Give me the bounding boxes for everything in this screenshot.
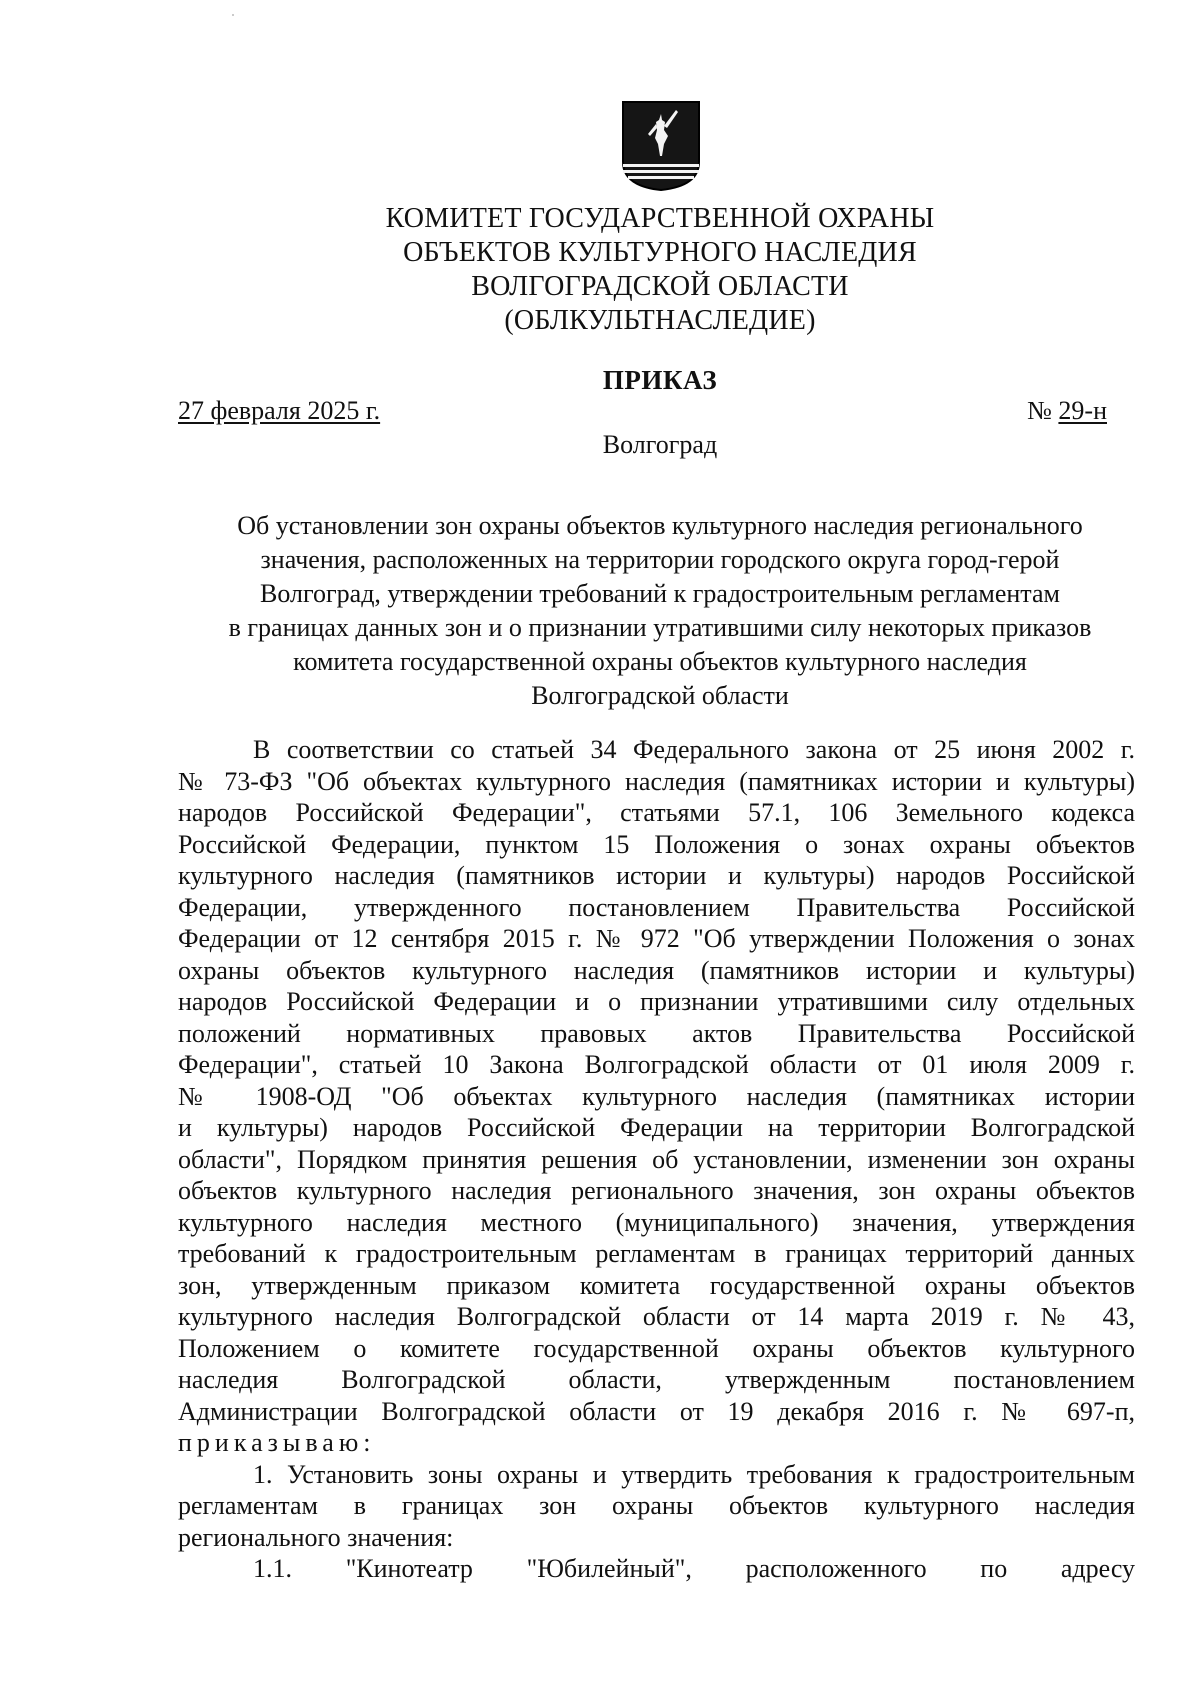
title-line: Волгоград, утверждении требований к градостроительным регламентам <box>260 579 1060 608</box>
body-line: № 73-ФЗ "Об объектах культурного наследия (памятниках истории и культуры) <box>178 766 1135 796</box>
body-line: положений нормативных правовых актов Правительства Российской <box>178 1018 1135 1048</box>
title-line: значения, расположенных на территории городского округа город-герой <box>260 545 1060 574</box>
scan-speck <box>232 14 234 16</box>
order-date: 27 февраля 2025 г. <box>178 396 381 425</box>
volgograd-coat-of-arms-icon <box>620 100 702 192</box>
order-city: Волгоград <box>602 430 718 459</box>
title-line: Волгоградской области <box>531 681 789 710</box>
body-line: Российской Федерации, пунктом 15 Положения о зонах охраны объектов <box>178 829 1135 859</box>
order-number-value: 29-н <box>1058 396 1107 425</box>
title-line: Об установлении зон охраны объектов культурного наследия регионального <box>237 511 1083 540</box>
body-line: народов Российской Федерации", статьями 57.1, 106 Земельного кодекса <box>178 798 1135 827</box>
directive-word: приказываю: <box>178 1428 376 1457</box>
body-line: культурного наследия (памятников истории и культуры) народов Российской <box>178 861 1135 890</box>
body-line: объектов культурного наследия регионального значения, зон охраны объектов <box>178 1176 1135 1205</box>
item-1-1-word: "Юбилейный", <box>526 1554 692 1583</box>
order-title <box>170 509 1150 713</box>
body-line: культурного наследия Волгоградской области от 14 марта 2019 г. № 43, <box>178 1302 1135 1331</box>
item-1-line: регламентам в границах зон охраны объектов культурного наследия <box>178 1491 1135 1520</box>
preamble-text <box>178 734 1135 1585</box>
body-line: наследия Волгоградской области, утвержденным постановлением <box>178 1365 1135 1394</box>
body-line: В соответствии со статьей 34 Федерального закона от 25 июня 2002 г. <box>253 735 1135 764</box>
body-line: народов Российской Федерации и о признании утратившими силу отдельных <box>178 987 1135 1016</box>
organization-name <box>200 202 1120 338</box>
body-line: зон, утвержденным приказом комитета государственной охраны объектов <box>178 1270 1135 1300</box>
item-1-1-word: "Кинотеатр <box>345 1554 473 1583</box>
order-number <box>1027 396 1107 426</box>
org-line: ВОЛГОГРАДСКОЙ ОБЛАСТИ <box>471 271 849 302</box>
body-line: Федерации от 12 сентября 2015 г. № 972 "Об утверждении Положения о зонах <box>178 924 1135 953</box>
org-line: (ОБЛКУЛЬТНАСЛЕДИЕ) <box>504 305 816 336</box>
item-1-1-word: адресу <box>1060 1554 1136 1583</box>
item-1-line: регионального значения: <box>178 1522 454 1552</box>
item-1-1-word: расположенного <box>745 1554 927 1583</box>
body-line: № 1908-ОД "Об объектах культурного наследия (памятниках истории <box>178 1081 1135 1111</box>
document-type: ПРИКАЗ <box>602 365 718 395</box>
org-line: ОБЪЕКТОВ КУЛЬТУРНОГО НАСЛЕДИЯ <box>403 237 917 268</box>
body-line: и культуры) народов Российской Федерации на территории Волгоградской <box>178 1113 1135 1142</box>
item-1-1-word: по <box>980 1554 1008 1583</box>
item-1-line: 1. Установить зоны охраны и утвердить требования к градостроительным <box>253 1459 1135 1489</box>
item-1-1-number: 1.1. <box>253 1554 292 1583</box>
title-line: комитета государственной охраны объектов культурного наследия <box>293 647 1027 676</box>
item-1-1-line <box>178 1553 1135 1585</box>
body-line: культурного наследия местного (муниципального) значения, утверждения <box>178 1207 1135 1237</box>
body-line: области", Порядком принятия решения об установлении, изменении зон охраны <box>178 1144 1135 1174</box>
body-line: требований к градостроительным регламентам в границах территорий данных <box>178 1239 1135 1268</box>
body-line: охраны объектов культурного наследия (памятников истории и культуры) <box>178 955 1135 985</box>
body-line: Федерации", статьей 10 Закона Волгоградской области от 01 июля 2009 г. <box>178 1050 1135 1079</box>
order-number-prefix: № <box>1027 396 1059 425</box>
org-line: КОМИТЕТ ГОСУДАРСТВЕННОЙ ОХРАНЫ <box>385 203 935 234</box>
title-line: в границах данных зон и о признании утратившими силу некоторых приказов <box>228 613 1092 642</box>
body-line: Администрации Волгоградской области от 19 декабря 2016 г. № 697-п, <box>178 1396 1135 1426</box>
body-line: Федерации, утвержденного постановлением Правительства Российской <box>178 892 1135 922</box>
body-line: Положением о комитете государственной охраны объектов культурного <box>178 1333 1135 1363</box>
